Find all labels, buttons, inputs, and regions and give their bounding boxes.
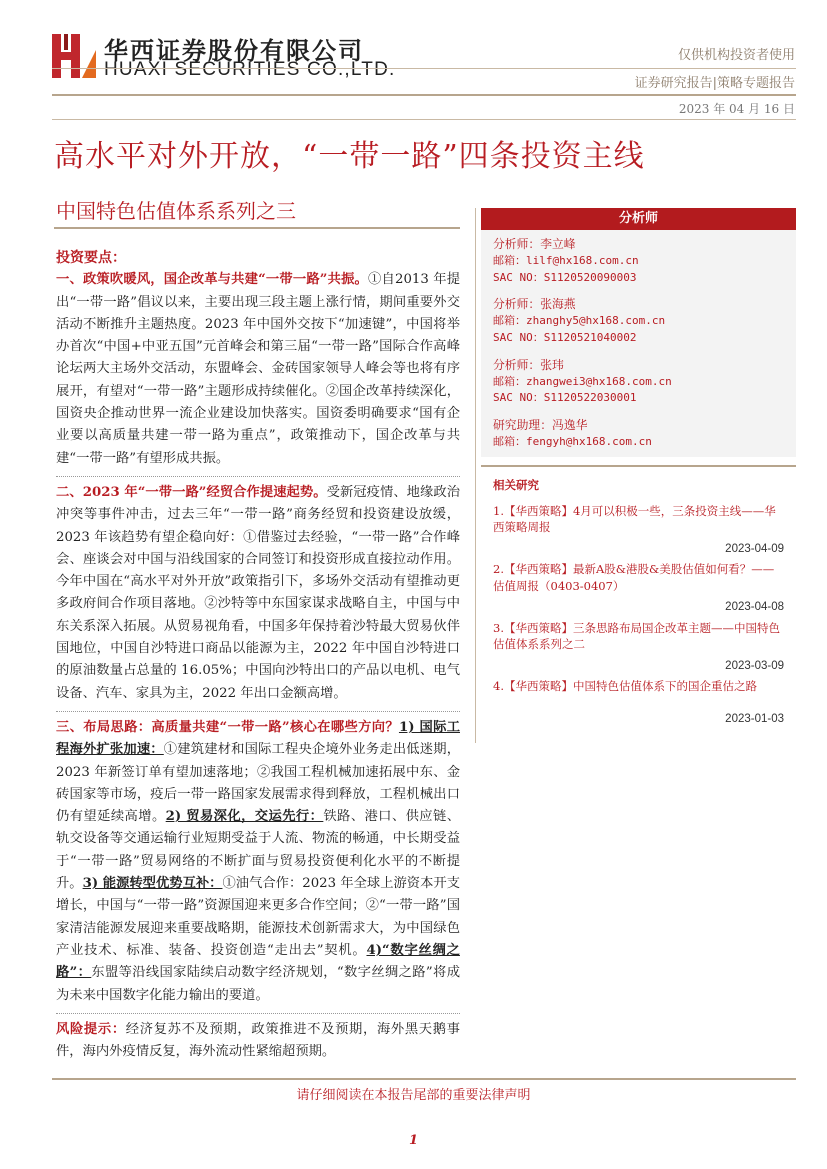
related-date: 2023-01-03	[725, 712, 784, 725]
related-date: 2023-03-09	[725, 659, 784, 672]
related-divider	[481, 465, 796, 467]
section-divider	[56, 1013, 460, 1014]
report-subtitle: 中国特色估值体系系列之三	[56, 199, 296, 223]
header-divider	[52, 68, 796, 69]
related-list	[481, 503, 796, 728]
legal-notice: 请仔细阅读在本报告尾部的重要法律声明	[296, 1088, 531, 1103]
audience-note: 仅供机构投资者使用	[677, 48, 795, 63]
analyst-entry: 分析师：张海燕 邮箱：zhanghy5@hx168.com.cn SAC NO：S1120521040002	[493, 296, 784, 346]
report-type: 证券研究报告|策略专题报告	[634, 76, 795, 91]
related-title[interactable]: 1.【华西策略】4月可以积极一些，三条投资主线——华西策略周报	[493, 503, 776, 535]
related-item[interactable]	[493, 678, 784, 727]
analyst-email[interactable]: 邮箱：fengyh@hx168.com.cn	[493, 434, 652, 448]
risk-notice: 风险提示：经济复苏不及预期，政策推进不及预期，海外黑天鹅事件，海内外疫情反复，海外流动性紧缩超预期。	[56, 1021, 461, 1060]
point-1: 一、政策吹暖风，国企改革与共建“一带一路”共振。①自2013 年提出“一带一路”倡议以来，主要出现三段主题上涨行情，期间重要外交活动不断推升主题热度。2023 年中国外交按下“加速键”，中国将举办首次“中国+中亚五国”元首峰会和第三届“一带一路”国际合作高峰论坛两大主场外交活动，东盟峰会、金砖国家领导人峰会等也将有序展开，有望对“一带一路”主题形成持续催化。②国企改革持续深化，国资央企推动世界一流企业建设加快落实。国资委明确要求“国有企业要以高质量共建一带一路为重点”，政策推动下，国企改革与共建“一带一路”有望形成共振。	[56, 272, 461, 466]
related-date: 2023-04-08	[725, 601, 784, 614]
point-3: 三、布局思路：高质量共建“一带一路”核心在哪些方向？1) 国际工程海外扩张加速：①建筑建材和国际工程央企境外业务走出低迷期，2023 年新签订单有望加速落地；②我国工程机械加速拓展中东、金砖国家等市场，疫后一带一路国家发展需求得到释放，工程机械出口仍有望延续高增。2) 贸易深化，交运先行：铁路、港口、供应链、轨交设备等交通运输行业短期受益于人流、物流的畅通，中长期受益于“一带一路”贸易网络的不断扩面与贸易投资便利化水平的不断提升。3) 能源转型优势互补：①油气合作：2023 年全球上游资本开支增长，中国与“一带一路”资源国迎来更多合作空间；②“一带一路”国家清洁能源发展迎来重要战略期，能源技术创新需求大，为中国绿色产业技术、标准、装备、投资创造“走出去”契机。4)“数字丝绸之路”：东盟等沿线国家陆续启动数字经济规划，“数字丝绸之路”将成为未来中国数字化能力输出的要道。	[56, 719, 461, 1003]
analyst-email[interactable]: 邮箱：zhangwei3@hx168.com.cn	[493, 374, 672, 388]
related-heading: 相关研究	[493, 477, 539, 492]
subtitle-divider	[54, 227, 460, 229]
related-title[interactable]: 4.【华西策略】中国特色估值体系下的国企重估之路	[493, 679, 757, 694]
section-divider	[56, 711, 460, 712]
section-divider	[56, 476, 460, 477]
analyst-email[interactable]: 邮箱：lilf@hx168.com.cn	[493, 253, 639, 267]
analyst-entry: 研究助理：冯逸华 邮箱：fengyh@hx168.com.cn	[493, 417, 784, 451]
investment-points	[56, 247, 460, 1063]
related-title[interactable]: 2.【华西策略】最新A股&港股&美股估值如何看？——估值周报（0403-0407）	[493, 562, 775, 593]
huaxi-logo-icon	[52, 32, 96, 80]
date-divider	[52, 119, 796, 120]
column-separator	[475, 208, 476, 743]
related-item[interactable]	[493, 503, 784, 558]
analyst-heading: 分析师	[481, 208, 796, 230]
report-date: 2023 年 04 月 16 日	[678, 102, 795, 116]
analyst-entry: 分析师：张玮 邮箱：zhangwei3@hx168.com.cn SAC NO：S1120522030001	[493, 357, 784, 407]
analyst-entry: 分析师：李立峰 邮箱：lilf@hx168.com.cn SAC NO：S1120520090003	[493, 236, 784, 286]
report-title: 高水平对外开放，“一带一路”四条投资主线	[54, 139, 645, 174]
company-name-cn: 华西证券股份有限公司	[104, 37, 364, 65]
related-date: 2023-04-09	[725, 542, 784, 555]
analyst-list	[481, 230, 796, 457]
related-item[interactable]	[493, 561, 784, 616]
point-2: 二、2023 年“一带一路”经贸合作提速起势。受新冠疫情、地缘政治冲突等事件冲击，过去三年“一带一路”商务经贸和投资建设放缓，2023 年该趋势有望企稳向好：①借鉴过去经验，“一带一路”合作峰会、座谈会对中国与沿线国家的合同签订和投资形成直接拉动作用。今年中国在“高水平对外开放”政策指引下，多场外交活动有望推动更多政府间合作项目落地。②沙特等中东国家谋求战略自主，中国与中东关系深入拓展。从贸易视角看，中国多年保持着沙特最大贸易伙伴国地位，中国自沙特进口商品以能源为主，2022 年中国自沙特进口的原油数量占总量的 16.05%；中国向沙特出口的产品以电机、电气设备、汽车、家具为主，2022 年出口金额高增。	[56, 484, 461, 701]
page-number: 1	[408, 1133, 419, 1148]
sidebar	[481, 208, 796, 731]
company-name-en: HUAXI SECURITIES CO.,LTD.	[104, 59, 396, 80]
points-heading: 投资要点：	[56, 250, 126, 266]
related-title[interactable]: 3.【华西策略】三条思路布局国企改革主题——中国特色估值体系系列之二	[493, 620, 780, 652]
related-item[interactable]	[493, 620, 784, 675]
header-divider-bold	[52, 94, 796, 96]
footer-divider	[52, 1078, 796, 1080]
analyst-email[interactable]: 邮箱：zhanghy5@hx168.com.cn	[493, 314, 666, 328]
